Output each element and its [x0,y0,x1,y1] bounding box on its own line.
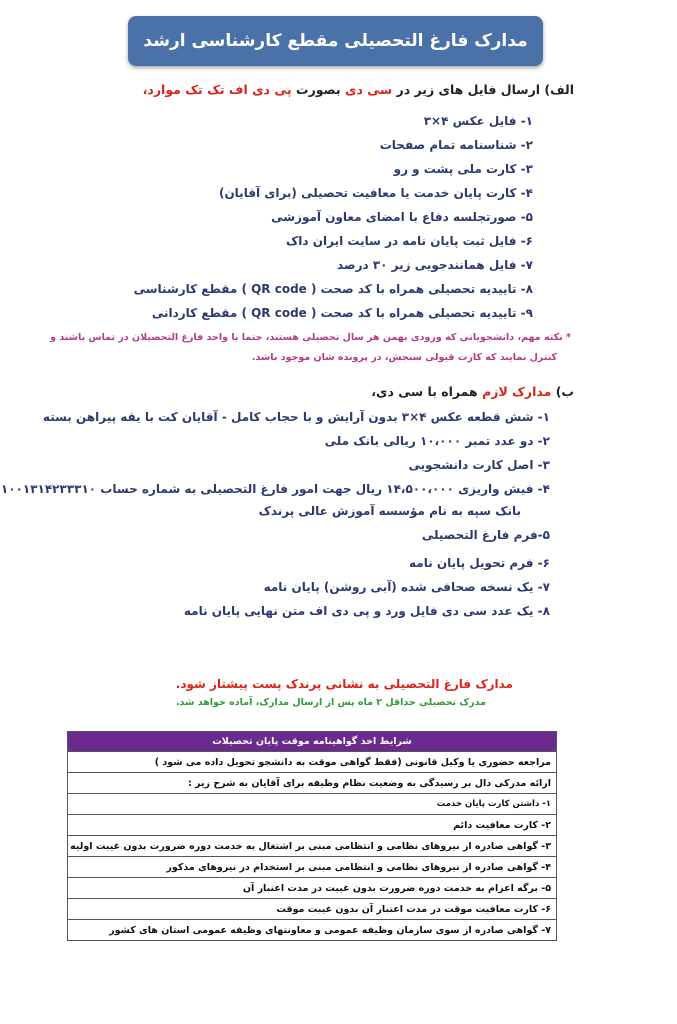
page-title-banner [128,16,543,66]
section-a-item: ۴- کارت پایان خدمت یا معافیت تحصیلی (برای آقایان) [218,186,533,200]
table-cell: ۱- داشتن کارت پایان خدمت [68,794,557,815]
section-a-item: ۶- فایل ثبت پایان نامه در سایت ایران داک [286,234,533,248]
table-cell: ۳- گواهی صادره از نیروهای نظامی و انتظامی مبنی بر اشتغال به خدمت دوره ضرورت بدون غیبت اولیه [68,836,557,857]
section-a-item: ۱- فایل عکس ۴×۳ [423,114,533,128]
section-b-item: ۱- شش قطعه عکس ۴×۳ بدون آرایش و با حجاب کامل - آقایان کت با یقه پیراهن بسته [42,410,550,424]
mail-notice: مدارک فارغ التحصیلی به نشانی پرندک پست پیشتاز شود. [175,677,513,691]
section-a-intro: الف) ارسال فایل های زیر در سی دی بصورت پی دی اف تک تک موارد، [142,82,574,97]
section-b-item: ۶- فرم تحویل پایان نامه [408,556,550,570]
section-b-item: ۷- یک نسخه صحافی شده (آبی روشن) پایان نامه [263,580,550,594]
table-row [68,920,557,941]
section-a-item: ۹- تاییدیه تحصیلی همراه با کد صحت ( QR code ) مقطع کاردانی [151,306,533,320]
table-cell: مراجعه حضوری یا وکیل قانونی (فقط گواهی موقت به دانشجو تحویل داده می شود ) [68,752,557,773]
section-b-item-continuation: بانک سپه به نام مؤسسه آموزش عالی پرندک [258,504,521,518]
section-b-item: ۸- یک عدد سی دی فایل ورد و پی دی اف متن نهایی پایان نامه [183,604,550,618]
important-note-line-1: * نکته مهم، دانشجویانی که ورودی بهمن هر سال تحصیلی هستند، حتما با واحد فارغ التحصیلان در تماس باشند و [50,332,571,343]
table-row [68,857,557,878]
table-cell: ۴- گواهی صادره از نیروهای نظامی و انتظامی مبنی بر استخدام در نیروهای مذکور [68,857,557,878]
section-a-item: ۲- شناسنامه تمام صفحات [379,138,533,152]
table-row [68,836,557,857]
section-a-item: ۸- تاییدیه تحصیلی همراه با کد صحت ( QR code ) مقطع کارشناسی [133,282,533,296]
table-row [68,794,557,815]
provisional-certificate-conditions-table [67,731,557,941]
section-b-intro: ب) مدارک لازم همراه با سی دی، [371,384,574,399]
table-row [68,878,557,899]
table-cell: ۶- کارت معافیت موقت در مدت اعتبار آن بدون غیبت موقت [68,899,557,920]
table-header: شرایط اخذ گواهینامه موقت پایان تحصیلات [68,732,557,752]
section-a-item: ۷- فایل همانندجویی زیر ۳۰ درصد [337,258,533,272]
table-row [68,815,557,836]
section-a-item: ۳- کارت ملی پشت و رو [393,162,533,176]
important-note-line-2: کنترل نمایند که کارت قبولی سنجش، در پرونده شان موجود باشد. [251,352,557,363]
cd-highlight: سی دی [344,82,393,97]
table-cell: ۵- برگه اعزام به خدمت دوره ضرورت بدون غیبت در مدت اعتبار آن [68,878,557,899]
pdf-highlight: پی دی اف تک تک موارد، [142,82,292,97]
section-b-item: ۳- اصل کارت دانشجویی [408,458,550,472]
page-title: مدارک فارغ التحصیلی مقطع کارشناسی ارشد [143,31,528,51]
table-row [68,899,557,920]
table-cell: ارائه مدرکی دال بر رسیدگی به وضعیت نظام وظیفه برای آقایان به شرح زیر : [68,773,557,794]
table-header-row [68,732,557,752]
section-a-item: ۵- صورتجلسه دفاع با امضای معاون آموزشی [271,210,533,224]
table-cell: ۲- کارت معافیت دائم [68,815,557,836]
table-row [68,773,557,794]
section-b-item: ۵-فرم فارغ التحصیلی [421,528,550,542]
timing-notice: مدرک تحصیلی حداقل ۲ ماه پس از ارسال مدارک، آماده خواهد شد. [175,697,486,708]
section-b-item: ۴- فیش واریزی ۱۴،۵۰۰،۰۰۰ ریال جهت امور فارغ التحصیلی به شماره حساب ۱۰۰۱۳۱۴۲۳۳۳۱۰ [0,482,550,496]
table-row [68,752,557,773]
table-cell: ۷- گواهی صادره از سوی سازمان وظیفه عمومی و معاونتهای وظیفه عمومی استان های کشور [68,920,557,941]
section-b-item: ۲- دو عدد تمبر ۱۰،۰۰۰ ریالی بانک ملی [324,434,550,448]
required-docs-highlight: مدارک لازم [482,384,552,399]
